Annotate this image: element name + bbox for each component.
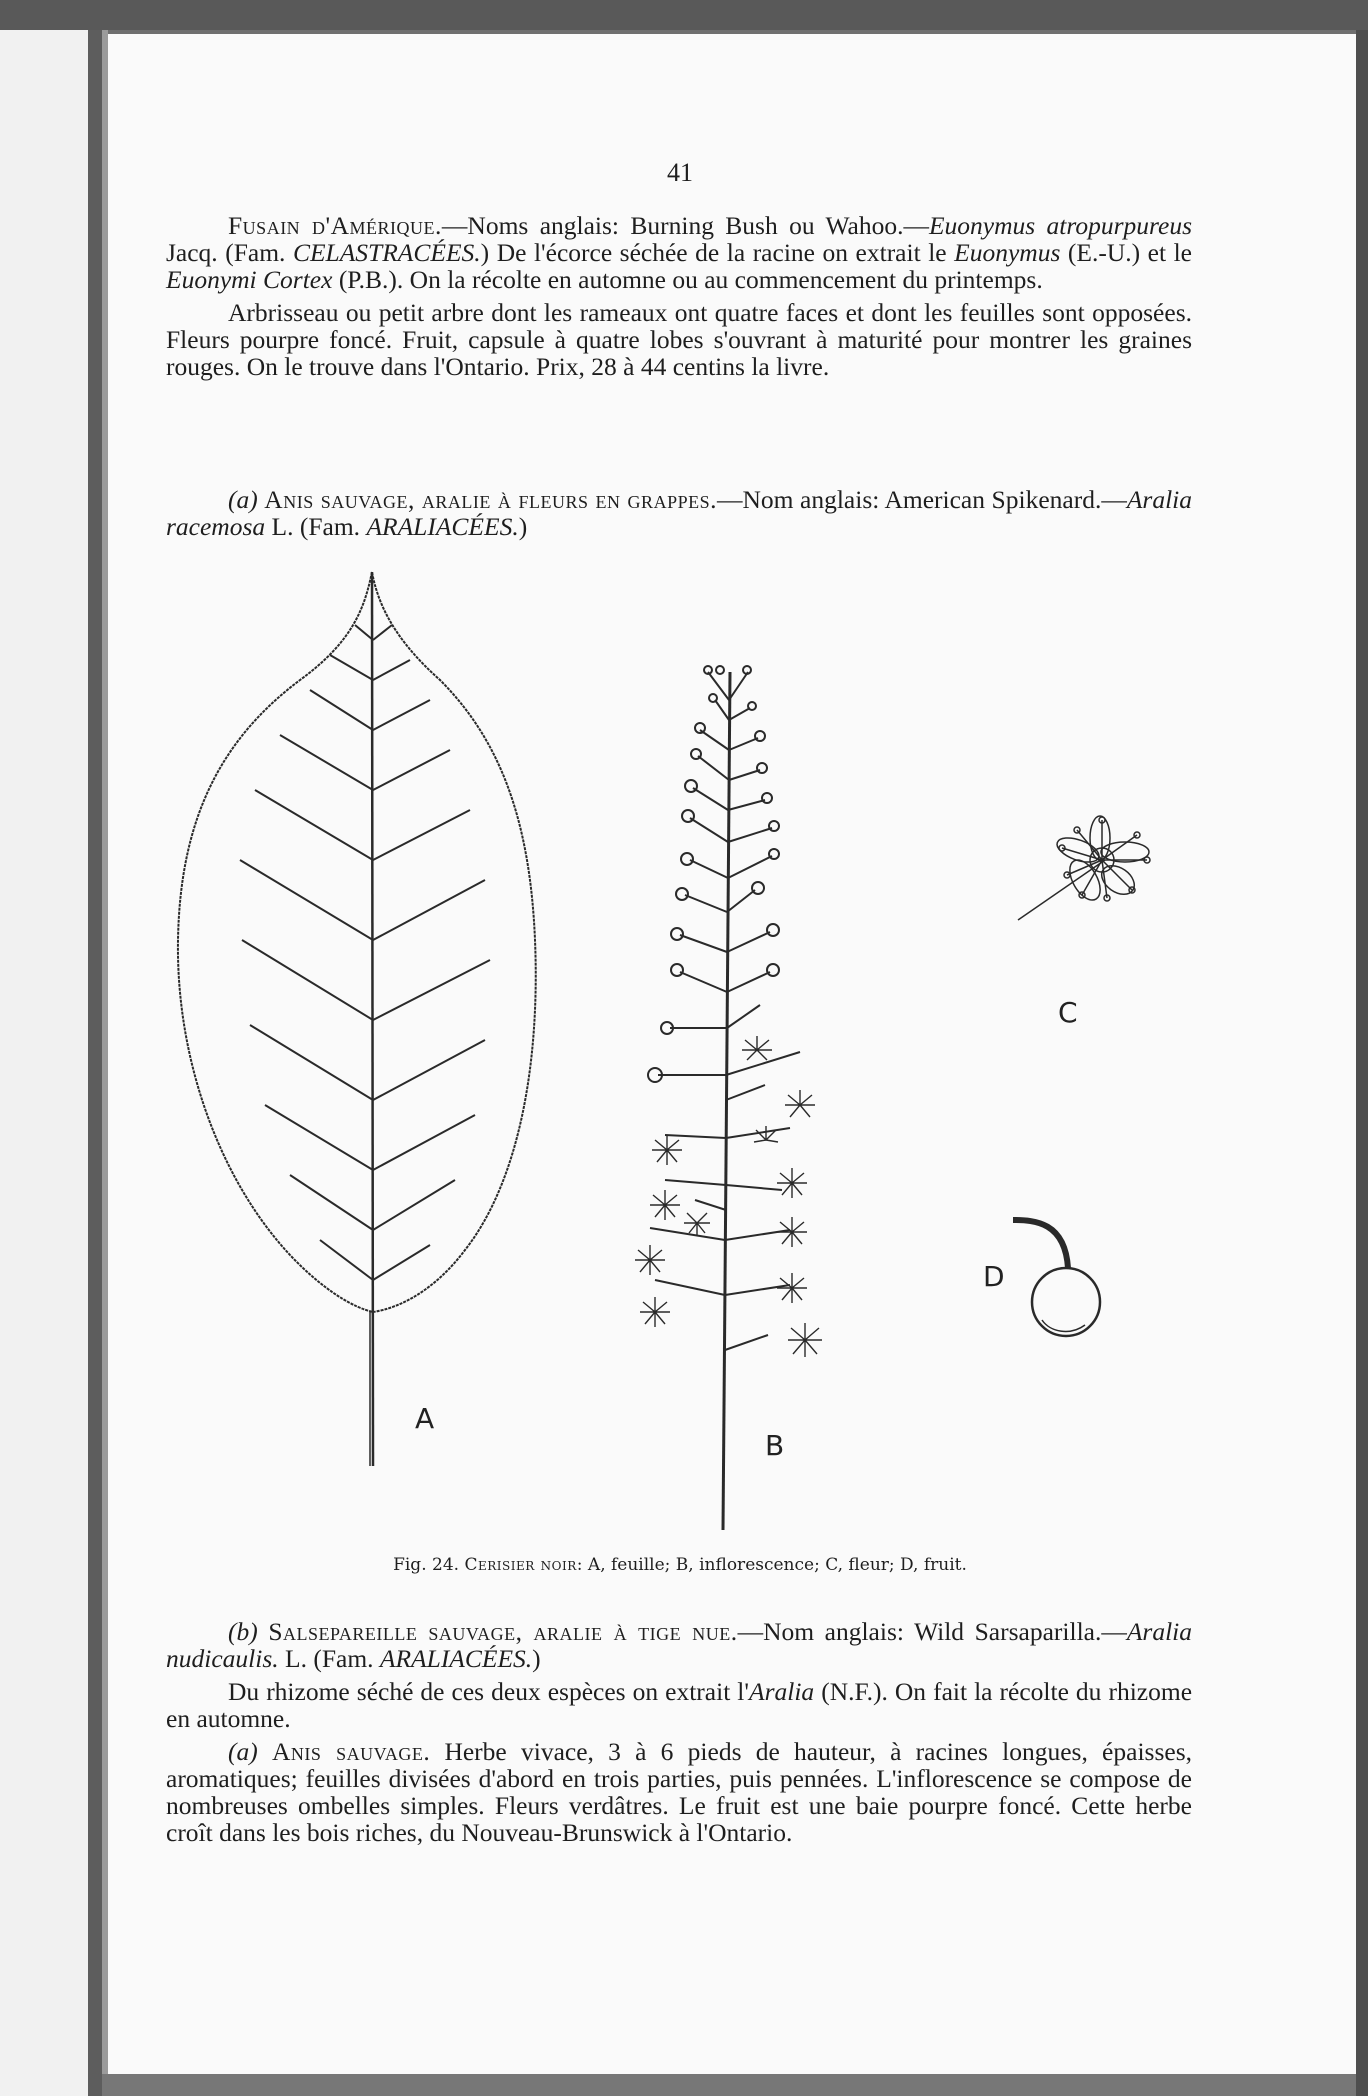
fusain-description: Arbrisseau ou petit arbre dont les rameaux ont quatre faces et dont les feuilles sont opposées. Fleurs pourpre foncé. Fruit, capsule à quatre lobes s'ouvrant à maturité pour montrer les graines rouges. On le trouve dans l'Ontario. Prix, 28 à 44 centins la livre. [166, 298, 1192, 381]
anis-family: ARALIACÉES. [366, 512, 519, 541]
figure-label-b: B [765, 1429, 785, 1462]
anis-name: Anis sauvage, aralie à fleurs en grappes. [264, 485, 717, 514]
leaf-drawing [178, 572, 536, 1466]
rhizome-paragraph [166, 1678, 1192, 1732]
fusain-name: Fusain d'Amérique. [228, 211, 442, 240]
inflorescence-drawing [648, 666, 800, 1530]
anis-desc-prefix: (a) [228, 1737, 272, 1766]
fusain-text-2: (E.-U.) et le [1060, 238, 1192, 267]
caption-rest: : A, feuille; B, inflorescence; C, fleur; D, fruit. [576, 1555, 967, 1575]
salsepareille-latin-name: Aralia nudicaulis. [166, 1617, 1193, 1673]
figure-label-a: A [415, 1402, 435, 1435]
salsepareille-english-name: —Nom anglais: Wild Sarsaparilla.— [737, 1617, 1127, 1646]
anis-desc-name: Anis sauvage. [271, 1737, 431, 1766]
caption-prefix: Fig. 24. [393, 1555, 465, 1575]
scan-bottom-border [102, 2074, 1356, 2096]
rhizome-text-2: (N.F.). On fait la récolte du rhizome en automne. [166, 1677, 1193, 1733]
anis-description-paragraph [166, 1738, 1192, 1846]
book-spine [88, 30, 102, 2096]
flower-drawing [1018, 816, 1150, 920]
fusain-author: Jacq. (Fam. [166, 238, 293, 267]
fusain-english-names: —Noms anglais: Burning Bush ou Wahoo.— [441, 211, 929, 240]
salsepareille-heading-paragraph [166, 1618, 1192, 1672]
fusain-latin-name: Euonymus atropurpureus [928, 211, 1192, 240]
figure-label-c: C [1058, 996, 1078, 1029]
anis-english-name: —Nom anglais: American Spikenard.— [716, 485, 1127, 514]
figure-label-d: D [983, 1260, 1005, 1293]
anis-heading-paragraph [166, 486, 1192, 540]
fusain-text-1: ) De l'écorce séchée de la racine on extrait le [480, 238, 955, 267]
page-number: 41 [667, 158, 693, 187]
rhizome-drug: Aralia [749, 1677, 815, 1706]
anis-author: L. (Fam. [265, 512, 367, 541]
salsepareille-entry [166, 1618, 1192, 1846]
salsepareille-author: L. (Fam. [278, 1644, 380, 1673]
fusain-text-3: (P.B.). On la récolte en automne ou au commencement du printemps. [332, 265, 1043, 294]
fusain-drug-2: Euonymi Cortex [166, 265, 333, 294]
rhizome-text-1: Du rhizome séché de ces deux espèces on extrait l' [228, 1677, 749, 1706]
scan-right-border [1356, 30, 1368, 2096]
caption-name: Cerisier noir [464, 1555, 577, 1575]
anis-entry [166, 486, 1192, 540]
fusain-entry [166, 212, 1192, 380]
figure-caption [300, 1555, 1060, 1575]
salsepareille-family: ARALIACÉES. [379, 1644, 533, 1673]
salsepareille-name: Salsepareille sauvage, aralie à tige nue. [268, 1617, 738, 1646]
fusain-family: CELASTRACÉES. [292, 238, 481, 267]
fruit-drawing [1013, 1220, 1100, 1336]
salsepareille-prefix: (b) [228, 1617, 269, 1646]
anis-desc-text: Herbe vivace, 3 à 6 pieds de hauteur, à racines longues, épaisses, aromatiques; feuilles divisées d'abord en trois parties, puis pennées. L'inflorescence se compose de nombreuses ombelles simples. Fleurs verdâtres. Le fruit est une baie pourpre foncé. Cette herbe croît dans les bois riches, du Nouveau-Brunswick à l'Ontario. [166, 1737, 1192, 1847]
inflorescence-umbels [635, 1036, 822, 1357]
anis-prefix: (a) [228, 485, 265, 514]
figure-24-illustration [160, 560, 1160, 1550]
anis-latin-name: Aralia racemosa [166, 485, 1192, 541]
facing-page-edge [0, 30, 88, 2096]
fusain-drug-1: Euonymus [954, 238, 1061, 267]
salsepareille-close: ) [532, 1644, 541, 1673]
scan-top-border [0, 0, 1368, 30]
fusain-heading-paragraph [166, 212, 1192, 293]
anis-close: ) [518, 512, 528, 541]
